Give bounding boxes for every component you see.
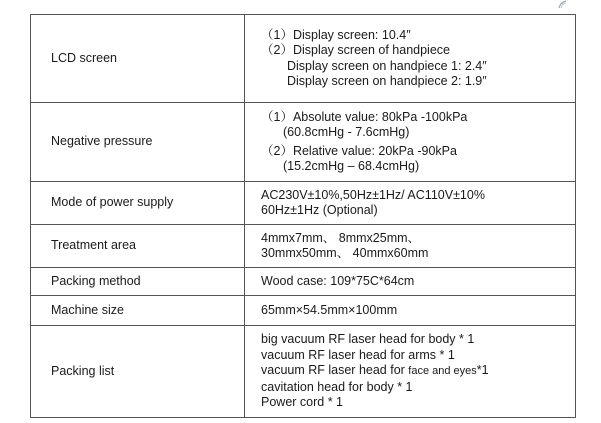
row-value-packing-list: big vacuum RF laser head for body * 1 vacuum RF laser head for arms * 1 vacuum RF laser head for face and eyes*1 cavitation head for body * 1 Power cord * 1 <box>245 326 576 418</box>
row-label-packing-method: Packing method <box>31 268 245 296</box>
table-row <box>31 103 576 182</box>
row-label-packing-list: Packing list <box>31 326 245 418</box>
row-value-machine-size: 65mm×54.5mm×100mm <box>245 296 576 326</box>
row-value-power-supply: AC230V±10%,50Hz±1Hz/ AC110V±10% 60Hz±1Hz (Optional) <box>245 182 576 225</box>
table-row <box>31 296 576 326</box>
row-label-machine-size: Machine size <box>31 296 245 326</box>
table-row <box>31 225 576 268</box>
specification-table <box>30 14 576 418</box>
row-value-lcd-screen: （1）Display screen: 10.4″ （2）Display screen of handpiece Display screen on handpiece 1: 2.4″ Display screen on handpiece 2: 1.9″ <box>245 15 576 103</box>
row-value-negative-pressure: （1）Absolute value: 80kPa -100kPa (60.8cmHg - 7.6cmHg) （2）Relative value: 20kPa -90kPa (15.2cmHg – 68.4cmHg) <box>245 103 576 182</box>
row-label-lcd-screen: LCD screen <box>31 15 245 103</box>
corner-decoration-icon <box>557 0 567 9</box>
table-row <box>31 326 576 418</box>
row-label-power-supply: Mode of power supply <box>31 182 245 225</box>
row-label-negative-pressure: Negative pressure <box>31 103 245 182</box>
table-row <box>31 182 576 225</box>
row-label-treatment-area: Treatment area <box>31 225 245 268</box>
row-value-packing-method: Wood case: 109*75C*64cm <box>245 268 576 296</box>
row-value-treatment-area: 4mmx7mm、 8mmx25mm、 30mmx50mm、 40mmx60mm <box>245 225 576 268</box>
table-row <box>31 268 576 296</box>
table-row <box>31 15 576 103</box>
